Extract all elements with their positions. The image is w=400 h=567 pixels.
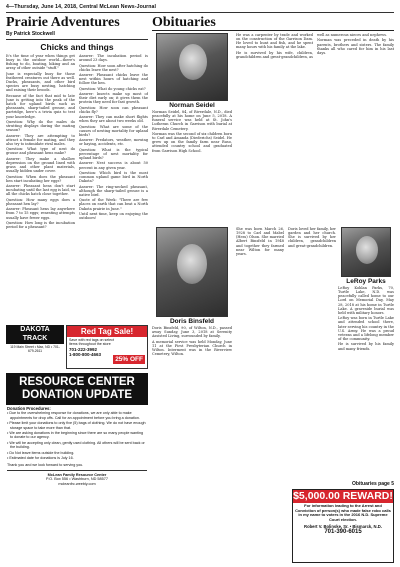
prairie-paragraph: Answer: Nest success is about 50 percent in any given year.	[79, 161, 148, 170]
doris-paragraph: Doris Binsfeld, 90, of Wilton, N.D., passed away Sunday, June 3, 2018 at Serenity Assisted Living, surrounded by family.	[152, 326, 232, 339]
redtag-discount-badge: 25% OFF	[115, 356, 143, 363]
norman-paragraph: He was a carpenter by trade and worked on the construction of the Garrison Dam. He loved to hunt and fish, and he spent many hours with his family at the lake.	[236, 33, 313, 50]
ad-row	[6, 325, 148, 369]
resource-guidelines-title: Donation Procedures:	[7, 406, 51, 411]
leroy-paragraph: He is survived by his family and many friends.	[338, 342, 394, 351]
resource-center-box	[6, 373, 148, 563]
prairie-paragraph: Answer: They make a shallow depression on the ground lined with grass and other plant materials, usually hidden under cover.	[6, 156, 75, 174]
doris-binsfeld-photo	[156, 227, 228, 317]
prairie-byline: By Patrick Stockwell	[6, 31, 55, 37]
red-tag-sale-ad[interactable]	[66, 325, 148, 369]
resource-thanks: Thank you and we look forward to serving you.	[7, 463, 84, 468]
redtag-body-text: Save with red tags on select items throughout the store	[69, 338, 114, 347]
prairie-paragraph: Until next time, keep on enjoying the outdoors!	[79, 211, 148, 221]
leroy-paragraph: LeRoy Kohlan Parks, 70, Turtle Lake, N.D. was peacefully called home to our Lord on Memorial Day, May 28, 2018 at his home in Turtle Lake. A graveside burial was held with military honors.	[338, 286, 394, 315]
prairie-paragraph: Question: How soon can pheasant chicks fly?	[79, 105, 148, 114]
dakota-ad-sub: 119 Main Street • Max, ND • 701-679-2611	[10, 345, 60, 353]
dakota-track-ad[interactable]	[6, 325, 64, 369]
resource-foot-addr: P.O. Box 556 • Washburn, ND 58577	[46, 477, 108, 482]
norman-seidel-continued	[236, 33, 394, 223]
reward-body: For information leading to the Arrest and Conviction of person(s) who made false robo calls in my name to voters in the 2016 N.D. Supreme Court election.	[295, 503, 391, 523]
resource-center-body	[6, 405, 148, 488]
resource-foot-web[interactable]: mcleanfrc.weebly.com	[58, 481, 96, 486]
prairie-paragraph: Question: What do young chicks eat?	[79, 86, 146, 91]
redtag-title: Red Tag Sale!	[67, 326, 147, 337]
prairie-paragraph: Answer: Predators, weather, mowing or haying, accidents, etc.	[79, 138, 148, 147]
reward-title: $5,000.00 REWARD!	[293, 490, 393, 502]
norman-seidel-block	[152, 33, 232, 220]
prairie-paragraph: Answer: They can make short flights when they are about two weeks old.	[79, 115, 148, 124]
resource-title-line1: RESOURCE CENTER	[19, 376, 135, 388]
prairie-paragraph: Question: Which bird is the most common upland game bird in North Dakota?	[79, 170, 148, 184]
norman-seidel-caption: Norman Seidel	[169, 102, 215, 109]
leroy-parks-name: LeRoy Parks	[346, 278, 386, 285]
resource-guideline-item: • Due to the overwhelming response for donations, we are only able to make appointments for drop offs. Call for an appointment before you bring a donation.	[7, 411, 140, 420]
leroy-parks-body	[338, 286, 394, 476]
resource-foot-name: McLean Family Resource Center	[47, 472, 107, 477]
leroy-parks-block	[338, 227, 394, 476]
redtag-phone1: 701-222-3992	[69, 347, 98, 353]
norman-paragraph: Norman Seidel, 84, of Riverdale, N.D., died peacefully at his home on June 5, 2018. A funeral service was held at St. John's Lutheran Church in Garrison with burial at Riverdale Cemetery.	[152, 110, 232, 131]
doris-paragraph: A memorial service was held Monday, June 11 at the First Presbyterian Church in Wilton. Interment was in the Riverview Cemetery, Wilton.	[152, 339, 232, 357]
prairie-paragraph: Question: How many eggs does a pheasant hen lay?	[6, 197, 75, 206]
doris-binsfeld-block	[152, 227, 232, 561]
leroy-paragraph: LeRoy was born in Turtle Lake and attended school there, later serving his country in the U.S. Army. He was a proud veteran and a lifelong member of the community.	[338, 316, 394, 342]
prairie-adventures-column	[6, 15, 148, 563]
page-columns	[6, 15, 394, 563]
prairie-paragraph: Answer: Insects make up most of their diet early on; it gives them the protein they need for fast growth.	[79, 92, 148, 105]
prairie-paragraph: Answer: Pheasant hens don't start incubating until the last egg is laid, so all the chicks hatch close together.	[6, 184, 75, 197]
prairie-paragraph: Answer: Pheasant hens lay anywhere from 7 to 15 eggs; renesting attempts usually have fewer eggs.	[6, 207, 75, 220]
resource-guideline-item: • Estimated date for donations is July 16.	[7, 456, 74, 461]
norman-seidel-body	[152, 110, 232, 220]
resource-guidelines-list	[7, 411, 147, 460]
portrait-face	[179, 44, 207, 80]
obituaries-page-label: Obituaries page 5	[352, 481, 394, 487]
doris-binsfeld-caption: Doris Binsfeld	[169, 318, 215, 325]
resource-guideline-item: • We will be accepting only clean, gently used clothing. All others will be sent back or the building.	[7, 440, 145, 450]
resource-footer	[7, 470, 147, 486]
doris-binsfeld-continued	[236, 227, 336, 487]
newspaper-page	[6, 4, 394, 563]
page-header	[6, 4, 394, 13]
resource-guideline-item: • Do Not leave items outside the building.	[7, 450, 75, 455]
prairie-paragraph: Because of the fact that mid to late June is getting into the peak of the hatch for upland birds such as pheasants, sharp-tailed grouse, and partridge, here's a trivia quiz to test your knowledge.	[6, 93, 75, 119]
prairie-headline: Chicks and things	[6, 39, 148, 52]
dakota-ad-line1: DAKOTA	[6, 325, 64, 335]
doris-binsfeld-body	[152, 326, 232, 561]
dakota-ad-line2: TRACK	[6, 335, 64, 344]
prairie-paragraph: Question: Why do the males do strutting displays during the mating season?	[6, 119, 75, 133]
portrait-face	[356, 236, 378, 264]
norman-paragraph: He is survived by his wife, children, grandchildren and great-grandchildren, as well as numerous nieces and nephews.	[236, 33, 388, 59]
prairie-paragraph: June is especially busy for those feathered creatures out there as well. Ducks, pheasants, and other bird species are busy nesting, hatching and raising their broods.	[6, 71, 75, 93]
reward-phone: 701-390-6015	[324, 528, 362, 535]
obituaries-title: Obituaries	[152, 15, 394, 31]
prairie-paragraph: Question: How soon after hatching do chicks leave the nest?	[79, 63, 148, 72]
leroy-parks-photo	[341, 227, 391, 277]
prairie-paragraph: Question: When does the pheasant hen start incubating her eggs?	[6, 174, 75, 183]
doris-paragraph: Doris loved her family, her garden and her church. She is survived by her children, grandchildren and great-grandchildren.	[288, 227, 336, 248]
norman-paragraph: Norman was the second of six children born to Carl and Amanda (Diederichs) Seidel. He grew up on the family farm near Ruso, attended country school and graduated from Garrison High School.	[152, 131, 232, 153]
norman-paragraph: Norman was preceded in death by his parents, brothers and sisters. The family thanks all who cared for him in his last days.	[317, 38, 394, 55]
obituaries-section	[152, 15, 394, 563]
resource-center-header	[6, 373, 148, 405]
resource-guideline-item: • We are asking donations in the beginning since there are so many people wanting to donate to our agency.	[7, 431, 144, 440]
doris-paragraph: She was born March 26, 1928 to Carl and Mabel (Hess) Olson. She married Albert Binsfeld in 1948 and together they farmed near Wilton for many years.	[236, 227, 284, 256]
resource-guideline-item: • Please limit your donations to only five (5) bags of clothing. We do not have enough storage space to take more than that.	[7, 421, 146, 430]
prairie-body	[6, 54, 148, 322]
resource-title-line2: DONATION UPDATE	[21, 389, 133, 401]
reward-ad[interactable]	[292, 489, 394, 563]
prairie-paragraph: Answer: Pheasant chicks leave the nest within hours of hatching and follow the hen.	[79, 73, 148, 86]
prairie-paragraph: Answer: The incubation period is around 23 days.	[79, 54, 148, 63]
prairie-paragraph: Answer: They are attempting to attract a female for mating, and they also try to intimidate rival males.	[6, 133, 75, 146]
reward-contact: Robert V. Bolinske, Sr. • Bismarck, N.D.	[304, 523, 382, 529]
prairie-paragraph: Question: What are some of the causes of nesting mortality for upland birds?	[79, 124, 148, 137]
norman-seidel-photo	[156, 33, 228, 101]
prairie-paragraph: Quote of the Week: "There are few places on earth that can beat a North Dakota prairie in June."	[79, 198, 148, 211]
portrait-face	[177, 244, 207, 284]
page-header-text: 4—Thursday, June 14, 2018, Central McLean News-Journal	[6, 4, 157, 10]
prairie-paragraph: Question: What type of nest do grouse and pheasant hens make?	[6, 147, 75, 156]
prairie-paragraph: Question: How long is the incubation period for a pheasant?	[6, 220, 75, 229]
prairie-paragraph: Answer: The ring-necked pheasant, although the sharp-tailed grouse is a native bird.	[79, 184, 148, 197]
prairie-paragraph: It's the time of year when things get busy in the outdoor world—there's fishing to do, boating, hiking and an array of other outside "stuff."	[6, 54, 75, 71]
prairie-title: Prairie Adventures	[6, 15, 120, 30]
prairie-paragraph: Question: What is the typical percentage of nest mortality for upland birds?	[79, 147, 148, 161]
redtag-phone2: 1-800-800-4663	[69, 351, 102, 357]
